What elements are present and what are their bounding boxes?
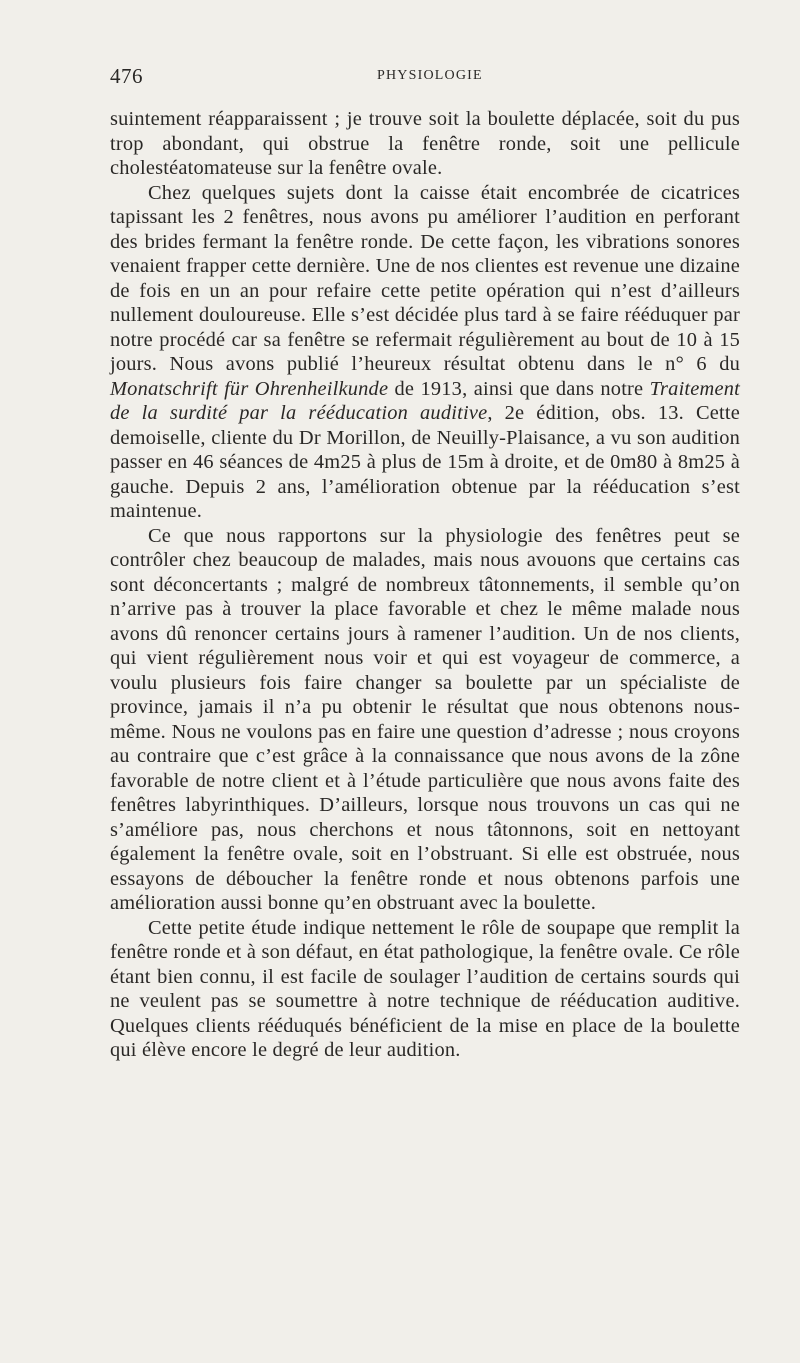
- paragraph-3: Ce que nous rapportons sur la physiologie des fenêtres peut se contrôler chez beaucoup de malades, mais nous avouons que certains cas sont déconcertants ; malgré de nombreux tâtonnements, il semble qu’on n’arrive pas à trouver la place favorable et chez le même malade nous avons dû renoncer certains jours à ramener l’audition. Un de nos clients, qui vient régulièrement nous voir et qui est voyageur de commerce, a voulu plusieurs fois faire changer sa boulette par un spécialiste de province, jamais il n’a pu obtenir le résultat que nous obtenons nous-même. Nous ne voulons pas en faire une question d’adresse ; nous croyons au contraire que c’est grâce à la connaissance que nous avons de la zône favorable de notre client et à l’étude particulière que nous avons faite des fenêtres labyrinthiques. D’ailleurs, lorsque nous trouvons un cas qui ne s’améliore pas, nous cherchons et nous tâtonnons, soit en nettoyant également la fenêtre ovale, soit en l’obstruant. Si elle est obstruée, nous essayons de déboucher la fenêtre ronde et nous obtenons parfois une amélioration aussi bonne qu’en obstruant avec la boulette.: [110, 524, 740, 914]
- book-title: Traitement de la surdité par la rééducation auditive: [110, 377, 740, 424]
- page-number: 476: [110, 64, 143, 88]
- paragraph-4: Cette petite étude indique nettement le rôle de soupape que remplit la fenêtre ronde et à son défaut, en état pathologique, la fenêtre ovale. Ce rôle étant bien connu, il est facile de soulager l’audition de certains sourds qui ne veulent pas se soumettre à notre technique de rééducation auditive. Quelques clients rééduqués bénéficient de la mise en place de la boulette qui élève encore le degré de leur audition.: [110, 916, 740, 1061]
- running-title: PHYSIOLOGIE: [377, 68, 483, 83]
- paragraph-2-part-3: , 2e édition, obs. 13. Cette demoiselle, cliente du Dr Morillon, de Neuilly-Plaisance, a vu son audition passer en 46 séances de 4m25 à plus de 15m à droite, et de 0m80 à 8m25 à gauche. Depuis 2 ans, l’amélioration obtenue par la rééducation s’est maintenue.: [110, 402, 740, 522]
- journal-title: Monatschrift für Ohrenheilkunde: [110, 377, 389, 400]
- paragraph-1: suintement réapparaissent ; je trouve soit la boulette déplacée, soit du pus trop abondant, qui obstrue la fenêtre ronde, soit une pellicule cholestéatomateuse sur la fenêtre ovale.: [110, 108, 740, 179]
- running-head: [110, 64, 740, 88]
- paragraph-2: [110, 181, 740, 524]
- body-text: [110, 107, 740, 1063]
- paragraph-2-part-2: de 1913, ainsi que dans notre: [388, 377, 650, 400]
- paragraph-2-part-1: Chez quelques sujets dont la caisse était encombrée de cicatrices tapissant les 2 fenêtres, nous avons pu améliorer l’audition en perforant des brides fermant la fenêtre ronde. De cette façon, les vibrations sonores venaient frapper cette dernière. Une de nos clientes est revenue une dizaine de fois en un an pour refaire cette petite opération qui n’est d’ailleurs nullement douloureuse. Elle s’est décidée plus tard à se faire rééduquer par notre procédé car sa fenêtre se refermait régulièrement au bout de 10 à 15 jours. Nous avons publié l’heureux résultat obtenu dans le n° 6 du: [110, 181, 740, 375]
